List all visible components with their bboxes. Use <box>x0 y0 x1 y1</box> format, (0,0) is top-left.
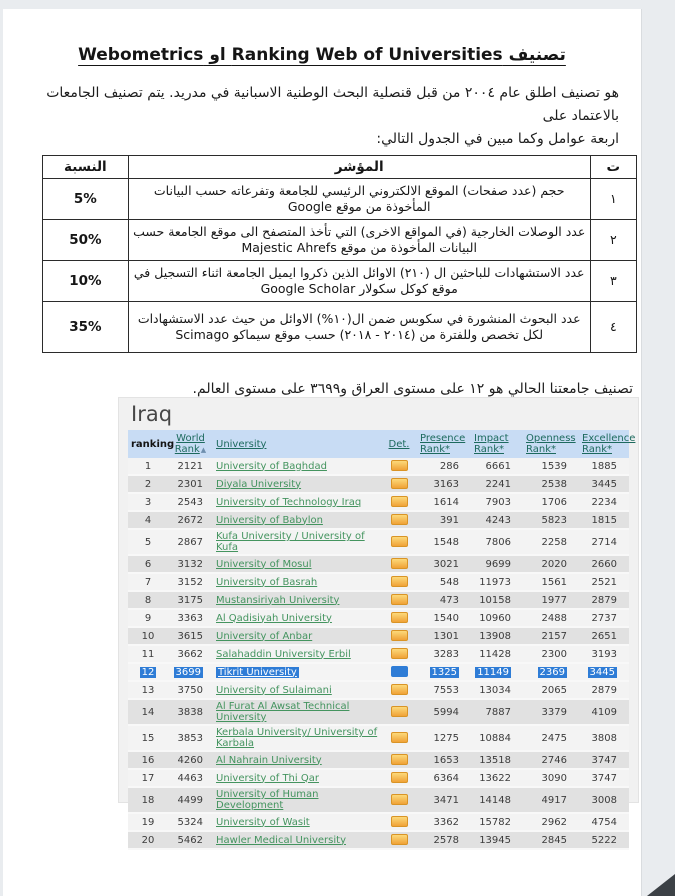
university-link[interactable]: University of Wasit <box>216 816 310 828</box>
ranking-value: 2 <box>144 478 152 490</box>
ranking-value: 10 <box>141 630 155 642</box>
excellence-rank-value: 2651 <box>591 630 617 642</box>
det-icon[interactable] <box>391 754 408 765</box>
table-row <box>128 609 629 627</box>
ranking-value: 1 <box>144 460 152 472</box>
impact-rank-value: 11973 <box>479 576 511 588</box>
det-icon[interactable] <box>391 514 408 525</box>
impact-rank-value: 11428 <box>479 648 511 660</box>
presence-rank-value: 3362 <box>433 816 459 828</box>
presence-rank-value: 3163 <box>433 478 459 490</box>
criteria-header-row <box>43 156 637 179</box>
world-rank-value: 3838 <box>177 706 203 718</box>
openness-rank-value: 1561 <box>541 576 567 588</box>
ranking-value: 6 <box>144 558 152 570</box>
criteria-indicator: عدد الاستشهادات للباحثين ال (٢١٠) الاوائل الذين ذكروا ايميل الجامعة اثناء التسجيل في موقع كوكل سكولار Google Scholar <box>128 261 590 302</box>
sort-icon: ▲ <box>200 445 207 454</box>
excellence-rank-value: 3747 <box>591 772 617 784</box>
excellence-rank-value: 4754 <box>591 816 617 828</box>
det-icon[interactable] <box>391 648 408 659</box>
excellence-rank-value: 1885 <box>591 460 617 472</box>
excellence-rank-value: 3747 <box>591 754 617 766</box>
column-det[interactable]: Det. <box>388 438 410 450</box>
criteria-table <box>42 155 637 353</box>
presence-rank-value: 1275 <box>433 732 459 744</box>
criteria-no: ٢ <box>590 220 636 261</box>
ranking-value: 9 <box>144 612 152 624</box>
openness-rank-value: 2369 <box>539 666 565 678</box>
world-rank-value: 4463 <box>177 772 203 784</box>
table-row <box>128 573 629 591</box>
impact-rank-value: 2241 <box>485 478 511 490</box>
university-link[interactable]: Al Nahrain University <box>216 754 322 766</box>
presence-rank-value: 1548 <box>433 536 459 548</box>
impact-rank-value: 13908 <box>479 630 511 642</box>
university-link[interactable]: Tikrit University <box>218 666 297 678</box>
document-title: تصنيف Ranking Web of Universities او Webometrics <box>78 45 566 65</box>
presence-rank-value: 1540 <box>433 612 459 624</box>
det-icon[interactable] <box>391 666 408 677</box>
det-icon[interactable] <box>391 594 408 605</box>
excellence-rank-value: 3193 <box>591 648 617 660</box>
column-presence-rank[interactable]: Presence Rank* <box>417 430 471 458</box>
university-link[interactable]: University of Thi Qar <box>216 772 319 784</box>
excellence-rank-value: 2521 <box>591 576 617 588</box>
world-rank-value: 2672 <box>177 514 203 526</box>
ranking-value: 12 <box>141 666 155 678</box>
impact-rank-value: 4243 <box>485 514 511 526</box>
world-rank-value: 5324 <box>177 816 203 828</box>
criteria-header-indicator: المؤشر <box>128 156 590 179</box>
world-rank-value: 3662 <box>177 648 203 660</box>
det-icon[interactable] <box>391 612 408 623</box>
det-icon[interactable] <box>391 772 408 783</box>
world-rank-value: 4260 <box>177 754 203 766</box>
criteria-indicator: حجم (عدد صفحات) الموقع الالكتروني الرئيسي للجامعة وتفرعاته حسب البيانات المأخوذة من موقع Google <box>128 179 590 220</box>
ranking-value: 8 <box>144 594 152 606</box>
page-corner-fold <box>647 874 675 896</box>
world-rank-value: 3615 <box>177 630 203 642</box>
table-row <box>128 493 629 511</box>
openness-rank-value: 2746 <box>541 754 567 766</box>
presence-rank-value: 3471 <box>433 794 459 806</box>
university-link[interactable]: University of Mosul <box>216 558 312 570</box>
excellence-rank-value: 4109 <box>591 706 617 718</box>
world-rank-value: 2867 <box>177 536 203 548</box>
column-excellence-rank[interactable]: Excellence Rank* <box>579 430 629 458</box>
impact-rank-value: 15782 <box>479 816 511 828</box>
university-link[interactable]: University of Babylon <box>216 514 323 526</box>
openness-rank-value: 1977 <box>541 594 567 606</box>
document-page <box>3 9 642 896</box>
university-link[interactable]: Hawler Medical University <box>216 834 346 846</box>
impact-rank-value: 9699 <box>485 558 511 570</box>
world-rank-value: 3152 <box>177 576 203 588</box>
presence-rank-value: 6364 <box>433 772 459 784</box>
impact-rank-value: 13518 <box>479 754 511 766</box>
intro-line-1: هو تصنيف اطلق عام ٢٠٠٤ من قبل قنصلية البحث الوطنية الاسبانية في مدريد. يتم تصنيف الجامعات بالاعتماد على <box>46 85 619 124</box>
ranking-value: 3 <box>144 496 152 508</box>
ranking-table <box>128 430 636 850</box>
det-icon[interactable] <box>391 576 408 587</box>
excellence-rank-value: 2660 <box>591 558 617 570</box>
presence-rank-value: 3021 <box>433 558 459 570</box>
table-row <box>128 529 629 555</box>
excellence-rank-value: 2714 <box>591 536 617 548</box>
criteria-no: ١ <box>590 179 636 220</box>
impact-rank-value: 13945 <box>479 834 511 846</box>
impact-rank-value: 7806 <box>485 536 511 548</box>
table-row <box>128 555 629 573</box>
presence-rank-value: 1301 <box>433 630 459 642</box>
column-impact-rank[interactable]: Impact Rank* <box>471 430 523 458</box>
impact-rank-value: 10884 <box>479 732 511 744</box>
world-rank-value: 4499 <box>177 794 203 806</box>
table-row <box>128 458 629 475</box>
openness-rank-value: 1706 <box>541 496 567 508</box>
university-link[interactable]: University of Basrah <box>216 576 318 588</box>
world-rank-value: 3132 <box>177 558 203 570</box>
presence-rank-value: 473 <box>439 594 459 606</box>
university-link[interactable]: Salahaddin University Erbil <box>216 648 351 660</box>
excellence-rank-value: 3445 <box>589 666 615 678</box>
table-row <box>128 769 629 787</box>
ranking-value: 18 <box>141 794 155 806</box>
openness-rank-value: 4917 <box>541 794 567 806</box>
world-rank-value: 3363 <box>177 612 203 624</box>
criteria-header-percent: النسبة <box>43 156 129 179</box>
ranking-table-body <box>128 458 629 849</box>
ranking-value: 11 <box>141 648 155 660</box>
ranking-value: 16 <box>141 754 155 766</box>
criteria-row <box>43 261 637 302</box>
impact-rank-value: 10960 <box>479 612 511 624</box>
table-row <box>128 751 629 769</box>
ranking-value: 17 <box>141 772 155 784</box>
criteria-indicator: عدد البحوث المنشورة في سكوبس ضمن ال(١٠%) الاوائل من حيث عدد الاستشهادات لكل تخصص وللفترة من (٢٠١٤ - ٢٠١٨) حسب موقع سيماكو Scimago <box>128 302 590 353</box>
university-link[interactable]: University of Human Development <box>216 789 319 811</box>
det-icon[interactable] <box>391 496 408 507</box>
ranking-value: 20 <box>141 834 155 846</box>
det-icon[interactable] <box>391 460 408 471</box>
openness-rank-value: 2258 <box>541 536 567 548</box>
world-rank-value: 3750 <box>177 684 203 696</box>
ranking-value: 13 <box>141 684 155 696</box>
excellence-rank-value: 2879 <box>591 684 617 696</box>
world-rank-value: 2301 <box>177 478 203 490</box>
impact-rank-value: 14148 <box>479 794 511 806</box>
criteria-percent: 10% <box>43 261 129 302</box>
column-university[interactable]: University <box>216 438 267 450</box>
university-link[interactable]: University of Sulaimani <box>216 684 332 696</box>
column-world-rank[interactable]: World Rank▲ <box>168 430 213 458</box>
criteria-percent: 50% <box>43 220 129 261</box>
openness-rank-value: 2020 <box>541 558 567 570</box>
impact-rank-value: 11149 <box>477 666 509 678</box>
world-rank-value: 2543 <box>177 496 203 508</box>
presence-rank-value: 7553 <box>433 684 459 696</box>
excellence-rank-value: 3808 <box>591 732 617 744</box>
openness-rank-value: 2065 <box>541 684 567 696</box>
table-row <box>128 591 629 609</box>
openness-rank-value: 2538 <box>541 478 567 490</box>
openness-rank-value: 2488 <box>541 612 567 624</box>
criteria-percent: 35% <box>43 302 129 353</box>
impact-rank-value: 7903 <box>485 496 511 508</box>
presence-rank-value: 1614 <box>433 496 459 508</box>
openness-rank-value: 3379 <box>541 706 567 718</box>
world-rank-value: 3853 <box>177 732 203 744</box>
university-link[interactable]: Mustansiriyah University <box>216 594 340 606</box>
det-icon[interactable] <box>391 816 408 827</box>
det-icon[interactable] <box>391 558 408 569</box>
university-link[interactable]: University of Technology Iraq <box>216 496 362 508</box>
impact-rank-value: 6661 <box>485 460 511 472</box>
criteria-row <box>43 302 637 353</box>
criteria-header-no: ت <box>590 156 636 179</box>
ranking-value: 7 <box>144 576 152 588</box>
current-rank-note: تصنيف جامعتنا الحالي هو ١٢ على مستوى العراق و٣٦٩٩ على مستوى العالم. <box>192 381 633 397</box>
openness-rank-value: 1539 <box>541 460 567 472</box>
openness-rank-value: 3090 <box>541 772 567 784</box>
university-link[interactable]: University of Baghdad <box>216 460 327 472</box>
excellence-rank-value: 3008 <box>591 794 617 806</box>
presence-rank-value: 1325 <box>431 666 457 678</box>
presence-rank-value: 286 <box>439 460 459 472</box>
world-rank-value: 3699 <box>175 666 201 678</box>
university-link[interactable]: Kerbala University/ University of Karbala <box>216 727 378 749</box>
table-row <box>128 813 629 831</box>
openness-rank-value: 5823 <box>541 514 567 526</box>
university-link[interactable]: University of Anbar <box>216 630 313 642</box>
university-link[interactable]: Al Qadisiyah University <box>216 612 332 624</box>
openness-rank-value: 2157 <box>541 630 567 642</box>
presence-rank-value: 2578 <box>433 834 459 846</box>
table-row <box>128 475 629 493</box>
det-icon[interactable] <box>391 794 408 805</box>
table-row <box>128 831 629 849</box>
table-row <box>128 787 629 813</box>
impact-rank-value: 7887 <box>485 706 511 718</box>
presence-rank-value: 548 <box>439 576 459 588</box>
det-icon[interactable] <box>391 630 408 641</box>
ranking-value: 4 <box>144 514 152 526</box>
excellence-rank-value: 1815 <box>591 514 617 526</box>
det-icon[interactable] <box>391 706 408 717</box>
excellence-rank-value: 2234 <box>591 496 617 508</box>
table-row <box>128 645 629 663</box>
presence-rank-value: 3283 <box>433 648 459 660</box>
column-openness-rank[interactable]: Openness Rank* <box>523 430 579 458</box>
impact-rank-value: 10158 <box>479 594 511 606</box>
presence-rank-value: 391 <box>439 514 459 526</box>
det-icon[interactable] <box>391 684 408 695</box>
impact-rank-value: 13034 <box>479 684 511 696</box>
table-row <box>128 511 629 529</box>
world-rank-value: 5462 <box>177 834 203 846</box>
criteria-no: ٤ <box>590 302 636 353</box>
excellence-rank-value: 5222 <box>591 834 617 846</box>
intro-paragraph <box>25 82 619 151</box>
world-rank-value: 2121 <box>177 460 203 472</box>
table-row <box>128 699 629 725</box>
criteria-indicator: عدد الوصلات الخارجية (في المواقع الاخرى) التي تأخذ المتصفح الى موقع الجامعة حسب البيانات المأخوذة من موقع Majestic Ahrefs <box>128 220 590 261</box>
university-link[interactable]: Al Furat Al Awsat Technical University <box>216 701 350 723</box>
openness-rank-value: 2962 <box>541 816 567 828</box>
ranking-header-row <box>128 430 629 458</box>
ranking-value: 5 <box>144 536 152 548</box>
table-row <box>128 627 629 645</box>
openness-rank-value: 2845 <box>541 834 567 846</box>
region-title: Iraq <box>131 402 173 426</box>
det-icon[interactable] <box>391 478 408 489</box>
ranking-value: 14 <box>141 706 155 718</box>
det-icon[interactable] <box>391 732 408 743</box>
table-row <box>128 681 629 699</box>
ranking-value: 19 <box>141 816 155 828</box>
university-link[interactable]: Kufa University / University of Kufa <box>216 531 365 553</box>
criteria-row <box>43 179 637 220</box>
university-link[interactable]: Diyala University <box>216 478 302 490</box>
table-row <box>128 663 629 681</box>
openness-rank-value: 2475 <box>541 732 567 744</box>
webometrics-screenshot <box>118 397 639 846</box>
world-rank-value: 3175 <box>177 594 203 606</box>
det-icon[interactable] <box>391 834 408 845</box>
excellence-rank-value: 3445 <box>591 478 617 490</box>
openness-rank-value: 2300 <box>541 648 567 660</box>
intro-line-2: اربعة عوامل وكما مبين في الجدول التالي: <box>376 131 619 147</box>
det-icon[interactable] <box>391 536 408 547</box>
ranking-value: 15 <box>141 732 155 744</box>
criteria-no: ٣ <box>590 261 636 302</box>
impact-rank-value: 13622 <box>479 772 511 784</box>
column-ranking: ranking <box>131 438 175 450</box>
criteria-row <box>43 220 637 261</box>
presence-rank-value: 5994 <box>433 706 459 718</box>
presence-rank-value: 1653 <box>433 754 459 766</box>
table-row <box>128 725 629 751</box>
criteria-percent: 5% <box>43 179 129 220</box>
excellence-rank-value: 2879 <box>591 594 617 606</box>
excellence-rank-value: 2737 <box>591 612 617 624</box>
